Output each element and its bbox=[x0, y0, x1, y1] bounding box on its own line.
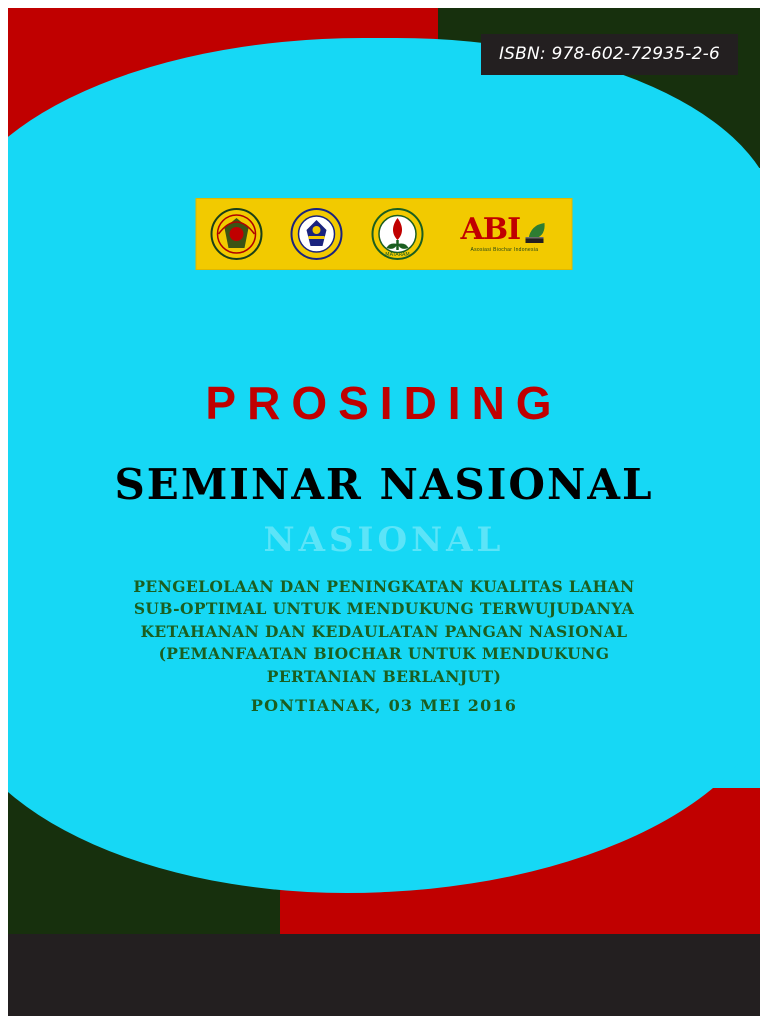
theme-line: SUB-OPTIMAL UNTUK MENDUKUNG TERWUJUDANYA bbox=[133, 599, 635, 619]
svg-text:MATARAM: MATARAM bbox=[384, 252, 410, 258]
place-and-date: PONTIANAK, 03 MEI 2016 bbox=[250, 696, 518, 715]
isbn-badge: ISBN: 978-602-72935-2-6 bbox=[481, 34, 738, 75]
theme-line: (PEMANFAATAN BIOCHAR UNTUK MENDUKUNG bbox=[158, 644, 610, 664]
abi-leaf-icon bbox=[522, 219, 548, 245]
abi-wordmark: ABI bbox=[460, 212, 521, 247]
logo-bar bbox=[196, 198, 573, 270]
theme-line: PENGELOLAAN DAN PENINGKATAN KUALITAS LAHAN bbox=[133, 577, 635, 596]
ghost-watermark-text: NASIONAL bbox=[263, 520, 505, 560]
abi-caption: Asosiasi Biochar Indonesia bbox=[470, 247, 539, 253]
cover-artwork bbox=[8, 8, 760, 1016]
page-title: PROSIDING bbox=[205, 377, 563, 429]
background-footer-band bbox=[8, 934, 760, 1016]
logo-universitas-mataram bbox=[369, 206, 425, 262]
seminar-theme bbox=[68, 576, 700, 688]
logo-universitas-sriwijaya bbox=[289, 206, 345, 262]
logo-abi bbox=[449, 205, 559, 263]
theme-line: PERTANIAN BERLANJUT) bbox=[266, 666, 502, 686]
theme-line: KETAHANAN DAN KEDAULATAN PANGAN NASIONAL bbox=[140, 621, 628, 641]
page-subtitle: SEMINAR NASIONAL bbox=[114, 460, 654, 509]
logo-universitas-tanjungpura bbox=[209, 206, 265, 262]
